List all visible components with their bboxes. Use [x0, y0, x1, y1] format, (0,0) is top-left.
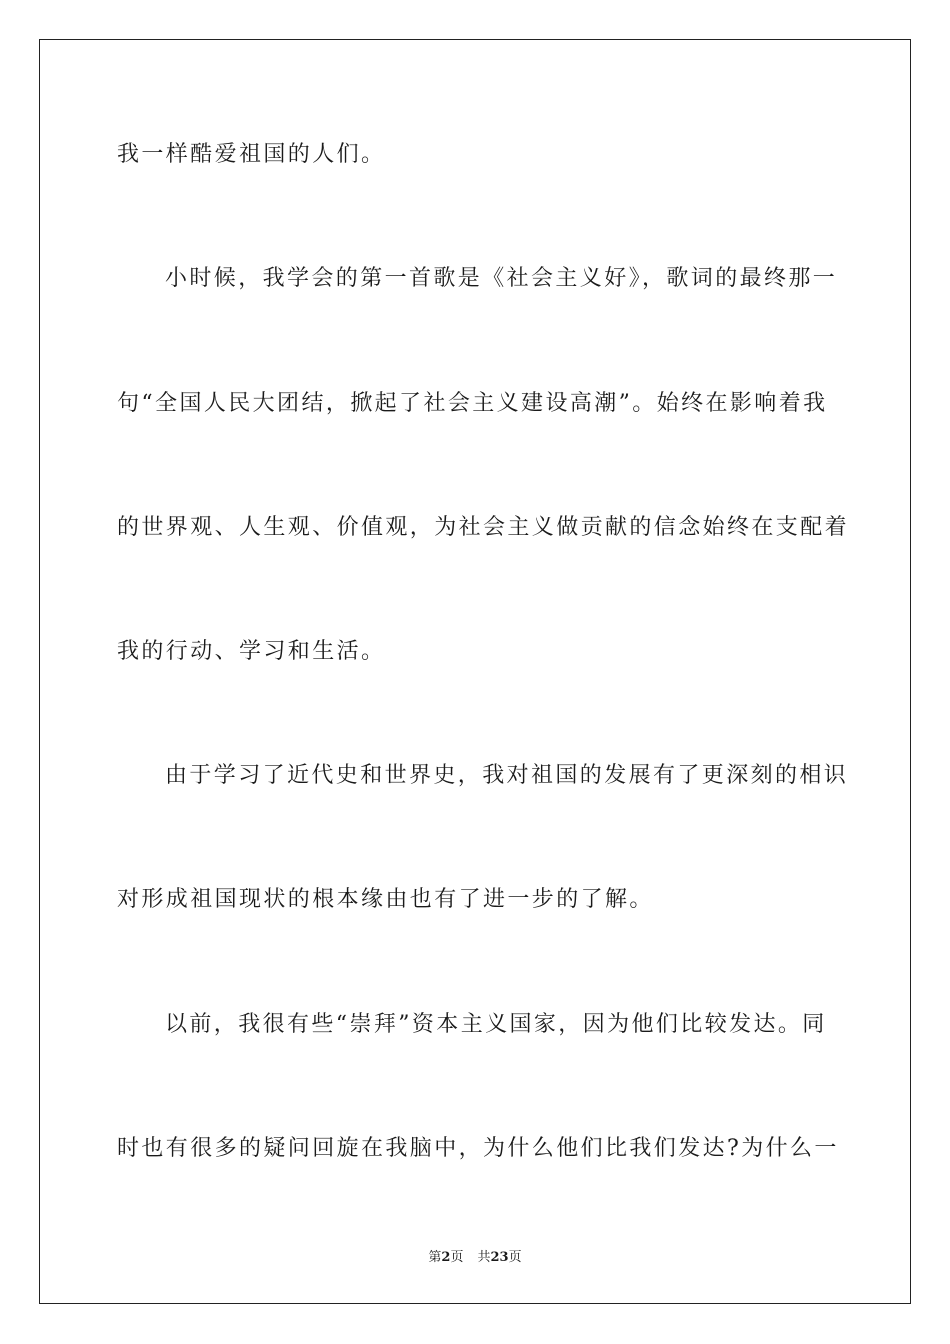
page-border	[39, 39, 911, 1304]
footer-total-suffix: 页	[508, 1250, 522, 1265]
footer-total-prefix: 共	[477, 1250, 491, 1265]
body-text-line: 我的行动、学习和生活。	[117, 639, 386, 664]
total-page-count: 23	[490, 1250, 509, 1265]
footer-page-suffix: 页	[450, 1250, 464, 1265]
paragraph-first-line: 以前，我很有些“崇拜”资本主义国家，因为他们比较发达。同	[165, 1012, 827, 1037]
body-text-line: 时也有很多的疑问回旋在我脑中，为什么他们比我们发达?为什么一	[117, 1136, 839, 1161]
body-text-line: 的世界观、人生观、价值观，为社会主义做贡献的信念始终在支配着	[117, 515, 850, 540]
body-text-line: 对形成祖国现状的根本缘由也有了进一步的了解。	[117, 887, 654, 912]
current-page-number: 2	[441, 1250, 451, 1265]
footer-page-prefix: 第	[428, 1250, 442, 1265]
paragraph-first-line: 小时候，我学会的第一首歌是《社会主义好》，歌词的最终那一	[165, 266, 838, 291]
paragraph-first-line: 由于学习了近代史和世界史，我对祖国的发展有了更深刻的相识	[165, 763, 849, 788]
page-footer	[0, 1249, 950, 1267]
body-text-line: 句“全国人民大团结，掀起了社会主义建设高潮”。始终在影响着我	[117, 391, 828, 416]
body-text-line: 我一样酷爱祖国的人们。	[117, 142, 386, 167]
